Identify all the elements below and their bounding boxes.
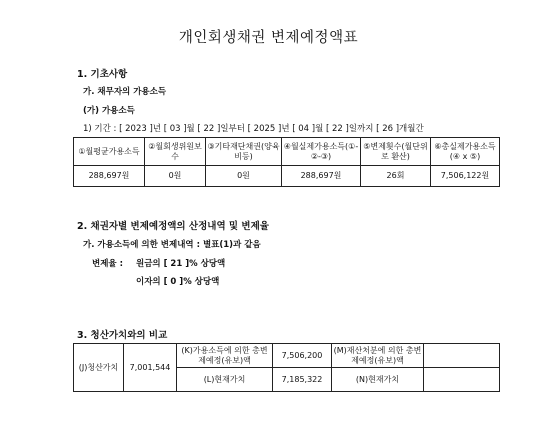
section-2-heading: 2. 채권자별 변제예정액의 산정내역 및 변제율 (77, 221, 269, 232)
k-value-cell: 7,506,200 (273, 344, 332, 368)
rate-label: 변제율 : (92, 259, 123, 269)
rate-interest: 이자의 [ 0 ]% 상당액 (136, 277, 220, 287)
header-cell: ①월평균가용소득 (74, 138, 145, 166)
header-cell: ④월실제가용소득(①-②-③) (282, 138, 361, 166)
header-cell: ③기타재단채권(양육비등) (206, 138, 282, 166)
value-cell: 7,506,122원 (431, 166, 500, 187)
value-cell: 0원 (145, 166, 206, 187)
m-value-cell (424, 344, 500, 368)
section-1-sub-b: (가) 가용소득 (83, 106, 135, 116)
section-3-heading: 3. 청산가치와의 비교 (77, 330, 168, 341)
income-table (73, 137, 500, 187)
n-label-cell: (N)현재가치 (332, 368, 424, 392)
section-1-heading: 1. 기초사항 (77, 69, 128, 80)
period-line: 1) 기간 : [ 2023 ]년 [ 03 ]월 [ 22 ]일부터 [ 2025 ]년 [ 04 ]월 [ 22 ]일까지 [ 26 ]개월간 (83, 124, 424, 134)
l-value-cell: 7,185,322 (273, 368, 332, 392)
m-label-cell: (M)재산처분에 의한 총변제예정(유보)액 (332, 344, 424, 368)
rate-principal: 원금의 [ 21 ]% 상당액 (136, 259, 226, 269)
value-cell: 288,697원 (74, 166, 145, 187)
section-2-sub-a: 가. 가용소득에 의한 변제내역 : 별표(1)과 같음 (83, 240, 261, 250)
value-cell: 26회 (361, 166, 431, 187)
header-cell: ⑤변제횟수(월단위로 환산) (361, 138, 431, 166)
l-label-cell: (L)현재가치 (177, 368, 273, 392)
n-value-cell (424, 368, 500, 392)
k-label-cell: (K)가용소득에 의한 총변제예정(유보)액 (177, 344, 273, 368)
header-cell: ⑥총실제가용소득(④ x ⑤) (431, 138, 500, 166)
value-cell: 288,697원 (282, 166, 361, 187)
section-1-sub-a: 가. 채무자의 가용소득 (83, 87, 167, 97)
header-cell: ②월회생위원보수 (145, 138, 206, 166)
liquidation-table (73, 343, 500, 392)
value-cell: 0원 (206, 166, 282, 187)
page-title: 개인회생채권 변제예정액표 (178, 30, 359, 46)
j-label-cell: (J)청산가치 (74, 344, 124, 392)
j-value-cell: 7,001,544 (124, 344, 177, 392)
